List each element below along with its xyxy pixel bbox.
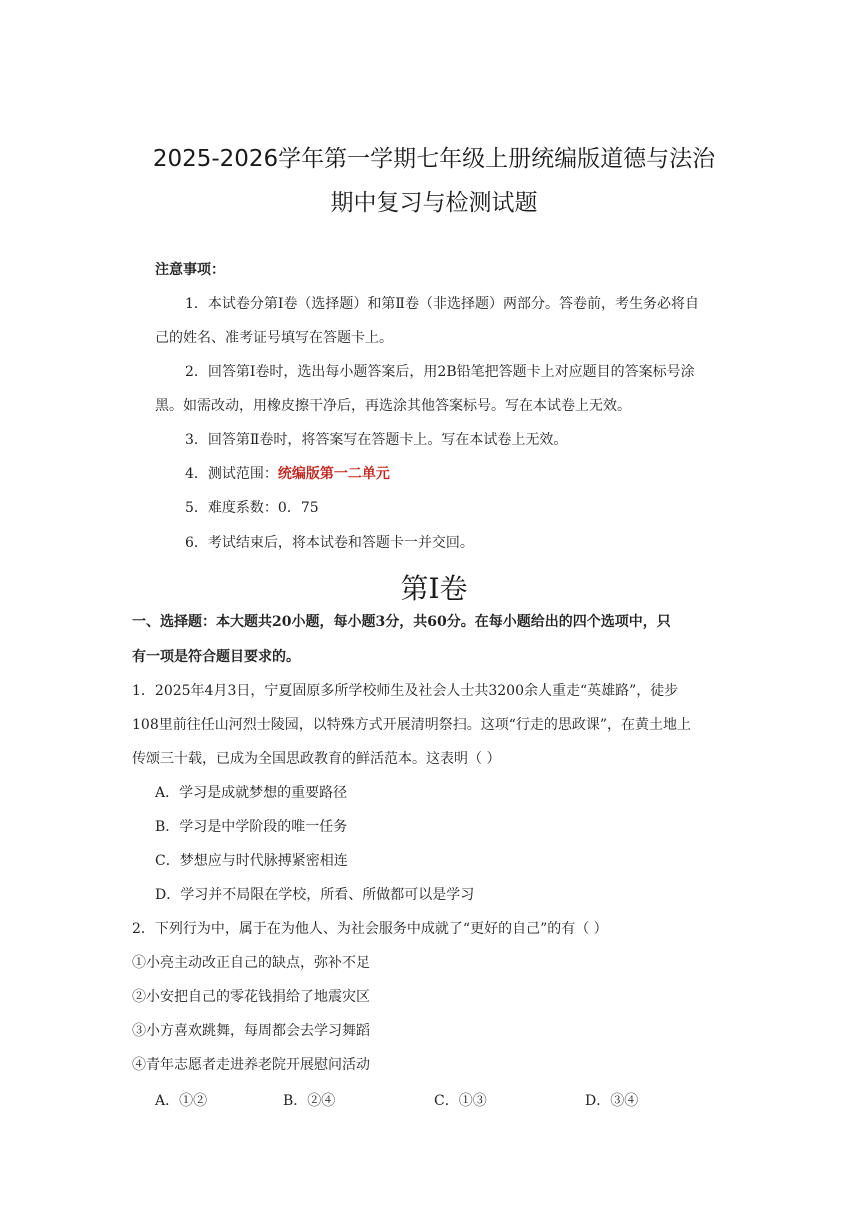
- notice-item-4: [185, 464, 390, 484]
- document-title-line-1: 2025-2026学年第一学期七年级上册统编版道德与法治: [152, 146, 716, 172]
- question-1-option-a: A．学习是成就梦想的重要路径: [155, 785, 348, 801]
- notice-item-1-line-2: 己的姓名、准考证号填写在答题卡上。: [155, 330, 393, 346]
- question-2-statement-2: ②小安把自己的零花钱捐给了地震灾区: [132, 989, 370, 1005]
- question-1-option-d: D．学习并不局限在学校，所看、所做都可以是学习: [155, 887, 475, 903]
- question-2-option-a: A．①②: [155, 1093, 208, 1109]
- question-2-option-d: D．③④: [585, 1093, 639, 1109]
- notice-item-2-line-2: 黑。如需改动，用橡皮擦干净后，再选涂其他答案标号。写在本试卷上无效。: [155, 398, 631, 414]
- question-2-statement-1: ①小亮主动改正自己的缺点，弥补不足: [132, 955, 370, 971]
- question-1-line-2: 108里前往任山河烈士陵园，以特殊方式开展清明祭扫。这项“行走的思政课”，在黄土地上: [132, 717, 692, 733]
- question-1-line-3: 传颂三十载，已成为全国思政教育的鲜活范本。这表明（ ）: [132, 751, 501, 767]
- notice-item-1-line-1: 1．本试卷分第Ⅰ卷（选择题）和第Ⅱ卷（非选择题）两部分。答卷前，考生务必将自: [185, 296, 699, 312]
- question-2-statement-3: ③小方喜欢跳舞，每周都会去学习舞蹈: [132, 1023, 370, 1039]
- notice-item-6: 6．考试结束后，将本试卷和答题卡一并交回。: [185, 535, 474, 551]
- notice-item-5: 5．难度系数：0．75: [185, 500, 319, 516]
- question-2-option-c: C．①③: [434, 1093, 487, 1109]
- question-2-statement-4: ④青年志愿者走进养老院开展慰问活动: [132, 1057, 370, 1073]
- notice-item-4-prefix: 4．测试范围：: [185, 466, 278, 482]
- part-one-heading-line-1: 一、选择题：本大题共20小题，每小题3分，共60分。在每小题给出的四个选项中，只: [132, 614, 671, 630]
- part-one-heading-line-2: 有一项是符合题目要求的。: [132, 649, 300, 665]
- question-1-line-1: 1．2025年4月3日，宁夏固原多所学校师生及社会人士共3200余人重走“英雄路”，徒步: [132, 683, 679, 699]
- question-1-option-c: C．梦想应与时代脉搏紧密相连: [155, 853, 348, 869]
- question-2-stem: 2．下列行为中，属于在为他人、为社会服务中成就了“更好的自己”的有（ ）: [132, 921, 608, 937]
- document-title-line-2: 期中复习与检测试题: [330, 190, 538, 216]
- notice-item-2-line-1: 2．回答第Ⅰ卷时，选出每小题答案后，用2B铅笔把答题卡上对应题目的答案标号涂: [185, 364, 695, 380]
- notice-heading: 注意事项：: [155, 262, 225, 278]
- question-2-option-b: B．②④: [283, 1093, 336, 1109]
- section-title: 第Ⅰ卷: [400, 572, 468, 605]
- question-1-option-b: B．学习是中学阶段的唯一任务: [155, 819, 348, 835]
- notice-item-3: 3．回答第Ⅱ卷时，将答案写在答题卡上。写在本试卷上无效。: [185, 432, 568, 448]
- test-scope-highlight: 统编版第一二单元: [277, 466, 390, 482]
